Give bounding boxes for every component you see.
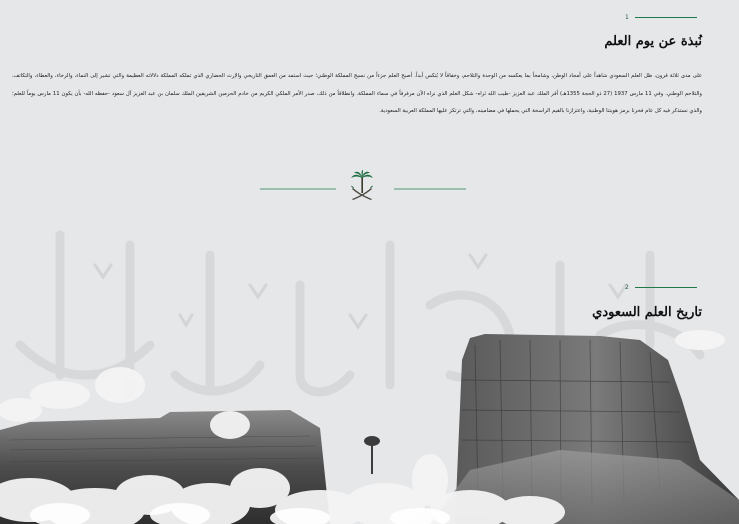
section-1-marker (625, 14, 697, 21)
mesa-landscape-illustration (0, 300, 739, 524)
section-1-paragraph: على مدى ثلاثة قرون، ظل العلم السعودي شاهداً على أمجاد الوطن، وشامخاً بما يعكسه من الوحدة والتلاحم، وخفاقاً لا يُنكس أبداً. أصبح العلم جزءاً من نسيج المملكة الوطني؛ حيث استمد من العمق التاريخي والإرث الحضاري الذي تملكه المملكة دلالاته العظيمة والتي تشير إلى النماء، والرخاء، والعطاء، والتكاتف، والتلاحم الوطني. وفي 11 مارس 1937 (27 ذو الحجة 1355هـ) أقر الملك عبد العزيز -طيب الله ثراه- شكل العلم الذي نراه الآن مرفرفاً في سماء المملكة. وانطلاقاً من ذلك، صدر الأمر الملكي الكريم من خادم الحرمين الشريفين الملك سلمان بن عبد العزيز آل سعود -حفظه الله- بأن يكون 11 مارس يوماً للعلم؛ والذي نستذكر فيه كل عام فخرنا برمز هويتنا الوطنية، واعتزازنا بالقيم الراسخة التي يحملها في مضامينه، والتي ترتكز عليها المملكة العربية السعودية. (12, 73, 702, 114)
section-2-title: تاريخ العلم السعودي (592, 305, 702, 320)
section-2-rule (635, 287, 697, 288)
water-tower (364, 436, 380, 474)
section-1-number: 1 (625, 14, 629, 21)
palm-and-swords-icon (351, 170, 373, 200)
emblem-divider (258, 170, 468, 204)
section-2-number: 2 (625, 284, 629, 291)
section-1-title: نُبذة عن يوم العلم (604, 34, 702, 49)
section-1-rule (635, 17, 697, 18)
section-2-marker (625, 284, 697, 291)
